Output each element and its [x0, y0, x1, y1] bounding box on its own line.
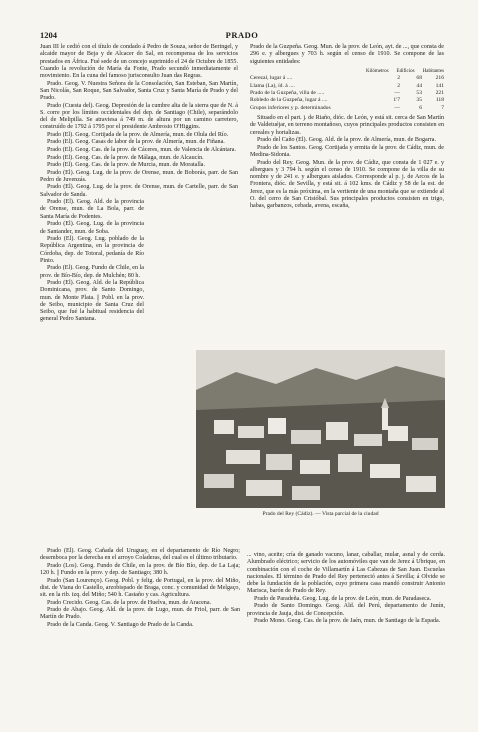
table-header-cell: Edificios — [396, 68, 415, 74]
table-cell-habitantes: 7 — [441, 104, 444, 111]
entry-paragraph: Prado (San Lourenço). Geog. Pobl. y felig. de Portugal, en la prov. del Miño, dist. de Viana do Castello, arzobispado de Braga, conc. y comunidad de Melgaço, sit. en la rib. izq. del Miño; 540 h. Castaño y cas. Agricultura. — [40, 577, 240, 599]
entry-paragraph: Prado (El). Geog. Casas de labor de la prov. de Almería, mun. de Fiñana. — [47, 139, 225, 146]
page-title: PRADO — [225, 30, 259, 40]
table-cell-name: Prado de la Guzpeña, villa de ..... — [250, 89, 325, 96]
right-column — [250, 44, 444, 211]
entry-paragraph: Prado del Caño (El). Geog. Ald. de la prov. de Almería, mun. de Bogarra. — [257, 137, 436, 144]
table-header-cell: Habitantes — [422, 68, 444, 74]
entry-paragraph: Prado del Rey. Geog. Mun. de la prov. de Cádiz, que consta de 1 027 e. y albergues y 3 794 h. según el censo de 1910. Se compone de la villa de su nombre y de 241 e. y albergues aislados. Corresponde al p. j. de Arcos de la Frontera, dióc. de Sevilla, y está sit. á 102 kms. de Cádiz y 58 de la est. de Jerez, que es la más próxima, en la vertiente de una montaña que se extiende al O. del cerro de San Cristóbal. Sus principales productos consisten en trigo, habas, garbanzos, cebada, avena, escaña, — [250, 159, 444, 210]
entry-paragraph: Prado (El). Geog. Ald. de la República Dominicana, prov. de Santo Domingo, mun. de Monte Plata. || Pobl. en la prov. de Seibo, municipio de Santa Cruz del Seibo, que fué la habitual residencia del general Pedro Santana. — [40, 280, 144, 323]
table-cell-habitantes: 221 — [435, 89, 444, 96]
entry-paragraph: ... vino, aceite; cría de ganado vacuno, lanar, caballar, mular, asnal y de cerda. Alumbrado eléctrico; servicio de los automóviles que van de Jerez á Ubrique, en combinación con el coche de Villamartín á Las Cabezas de San Juan. Escuelas nacionales. El término de Prado del Rey perteneció antes á Sevilla; á Olvide se debe la fundación de la población, cuyo primera casa mandó construir Antonio Marisca, barón de Prado de Rey. — [247, 552, 445, 595]
entry-paragraph: Prado (El). Geog. Ald. de la provincia de Orense, mun. de La Bola, parr. de Santa María de Podentes. — [40, 199, 144, 220]
table-cell-edificios: 44 — [416, 82, 422, 89]
bottom-left-column — [40, 548, 240, 630]
table-cell-km: 2 — [397, 82, 400, 89]
entry-paragraph: Prado (El). Geog. Fundo de Chile, en la prov. de Bío-Bío, dep. de Mulchén; 80 h. — [40, 265, 144, 279]
entry-paragraph: Prado (El). Geog. Lug. de la prov. de Orense, mun. de Boborás, parr. de San Pedro de Juvenzás. — [40, 169, 238, 183]
entry-paragraph: Prado de Abajo. Geog. Ald. de la prov. de Lugo, mun. de Friol, parr. de San Martín de Prado. — [40, 607, 240, 621]
table-cell-name: Robledo de la Guzpeña, lugar á .... — [250, 97, 328, 104]
table-row — [250, 97, 444, 104]
entry-paragraph: Prado de la Canda. Geog. V. Santiago de Prado de la Canda. — [47, 621, 194, 628]
narrow-column — [40, 199, 144, 323]
entry-paragraph: Prado de Santo Domingo. Geog. Ald. del Perú, departamento de Junín, provincia de Jauja, dist. de Concepción. — [247, 603, 445, 617]
table-row — [250, 75, 444, 82]
town-photograph — [196, 350, 445, 508]
table-cell-km: — — [394, 89, 400, 96]
table-cell-edificios: 53 — [416, 89, 422, 96]
table-cell-habitantes: 118 — [435, 97, 444, 104]
entry-paragraph: Juan III le cedió con el título de condado á Pedro de Souza, señor de Beringel, y alcaide mayor de Beja y de Alcacer do Sal, en recompensa de los servicios prestados en África. Fué sede de un concejo suprimido el 24 de Octubre de 1855. Cuando la revolución de María da Fonte, Prado secundó inmediatamente el movimiento. En la cuna del famoso jurisconsulto Juan das Regras. — [40, 44, 238, 79]
table-cell-km: 1'7 — [393, 97, 400, 104]
entry-paragraph: Prado (El). Geog. Cañada del Uruguay, en el departamento de Río Negro; desemboca por la derecha en el arroyo Coladeras, del cual es el último tributario. — [40, 548, 240, 562]
table-cell-km: — — [394, 104, 400, 111]
table-row — [250, 83, 444, 90]
entry-paragraph: Prado (El). Geog. Cas. de la prov. de Murcia, mun. de Moratalla. — [47, 162, 205, 169]
entry-paragraph: Prado (El). Geog. Cortijada de la prov. de Almería, mun. de Olula del Río. — [47, 131, 229, 138]
table-row — [250, 90, 444, 97]
left-column — [40, 44, 238, 324]
photo-caption: Prado del Rey (Cádiz). — Vista parcial de la ciudad — [262, 511, 379, 517]
table-cell-habitantes: 141 — [435, 82, 444, 89]
population-table — [250, 68, 444, 112]
entry-paragraph: Prado. Geog. V. Nuestra Señora de la Consolación, San Esteban, San Martín, San Nicolás, San Roque, San Salvador, Santa Cruz y Santa María de Prado y del Prado. — [40, 80, 238, 102]
table-cell-habitantes: 216 — [435, 75, 444, 82]
entry-paragraph: Prado (El). Geog. Lug. de la prov. de Orense, mun. de Cartelle, parr. de San Salvador de Sanda. — [40, 184, 238, 198]
right-bottom-column — [247, 552, 445, 626]
entry-paragraph: Prado (El). Geog. Lug. poblado de la República Argentina, en la provincia de Córdoba, dep. de Totoral, pedanía de Río Pinto. — [40, 236, 144, 264]
entry-paragraph: Prado de Paradeña. Geog. Lug. de la prov. de León, mun. de Paradaseca. — [254, 595, 432, 602]
table-cell-name: Cerezal, lugar á .... — [250, 75, 293, 82]
table-cell-edificios: 68 — [416, 75, 422, 82]
entry-paragraph: Situado en el part. j. de Riaño, dióc. de León, y está sit. cerca de San Martín de Valdetuéjar, en terreno montañoso, cuyos principales productos consisten en cereales y hortalizas. — [250, 115, 444, 136]
table-cell-edificios: 35 — [416, 97, 422, 104]
entry-paragraph: Prado (Cuesta del). Geog. Depresión de la cumbre alta de la sierra que de N. á S. corre por los límites occidentales del dep. de Santiago (Chile), separándolo del de Melipilla. Se atraviesa á 749 m. de altura por un camino carretero, construído de 1792 á 1795 por el presidente Ambrosio O'Higgins. — [40, 102, 238, 131]
page-header — [40, 30, 444, 42]
entry-paragraph: Prado Crecido. Geog. Cas. de la prov. de Huelva, mun. de Aracena. — [47, 599, 212, 606]
table-cell-name: Grupos inferiores y p. determinados — [250, 104, 331, 111]
entry-paragraph: Prado Mono. Geog. Cas. de la prov. de Jaén, mun. de Santiago de la Espada. — [254, 618, 441, 625]
table-header — [250, 68, 444, 75]
entry-paragraph: Prado de la Guzpeña. Geog. Mun. de la prov. de León, ayt. de ..., que consta de 296 e. y albergues y 703 h. según el censo de 1910. Se compone de las siguientes entidades: — [250, 44, 444, 65]
table-cell-edificios: 6 — [419, 104, 422, 111]
entry-paragraph: Prado de los Santos. Geog. Cortijada y ermita de la prov. de Cádiz, mun. de Medina-Sidonia. — [250, 144, 444, 159]
entry-paragraph: Prado (El). Geog. Cas. de la prov. de Málaga, mun. de Alcaucín. — [47, 154, 204, 161]
entry-paragraph: Prado (Los). Geog. Fundo de Chile, en la prov. de Bío Bío, dep. de La Laja; 120 h. || Fundo en la prov. y dep. de Santiago; 380 h. — [40, 562, 240, 577]
entry-paragraph: Prado (El). Geog. Lug. de la provincia de Santander, mun. de Soba. — [40, 221, 144, 235]
page-number: 1204 — [40, 30, 57, 40]
table-cell-name: Llama (La), íd. á .... — [250, 82, 295, 89]
table-header-cell: Kilómetros — [366, 68, 389, 74]
table-cell-km: 2 — [397, 75, 400, 82]
table-row — [250, 105, 444, 112]
entry-paragraph: Prado (El). Geog. Cas. de la prov. de Cáceres, mun. de Valencia de Alcántara. — [47, 146, 237, 153]
